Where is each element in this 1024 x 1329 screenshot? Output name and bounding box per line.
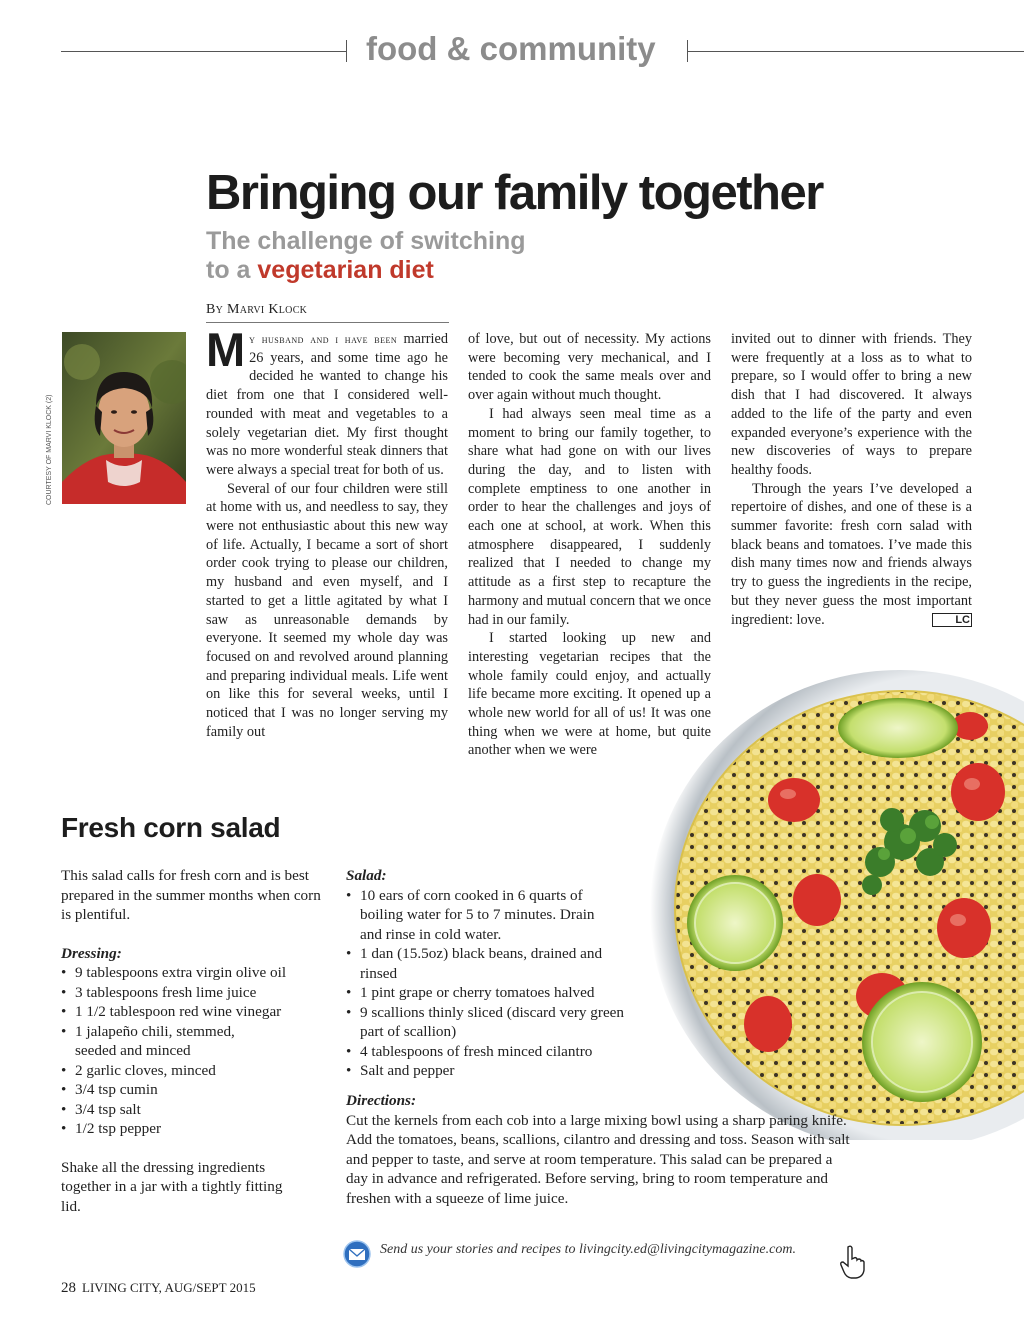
- recipe-intro: This salad calls for fresh corn and is best prepared in the summer months when corn is plentiful.: [61, 867, 321, 923]
- page-number: 28: [61, 1280, 76, 1296]
- header-rule-cap-left: [346, 40, 347, 62]
- dressing-item: • 1/2 tsp pepper: [61, 1119, 321, 1139]
- envelope-icon[interactable]: [343, 1240, 371, 1268]
- header-rule-right: [687, 51, 1024, 52]
- dressing-item: • 3 tablespoons fresh lime juice: [61, 983, 321, 1003]
- directions-heading: Directions:: [346, 1092, 417, 1109]
- article-paragraph: [206, 323, 448, 480]
- salad-bowl-image: [640, 640, 1024, 1140]
- salad-item: • 1 dan (15.5oz) black beans, drained and rinsed: [346, 944, 620, 983]
- recipe-title: Fresh corn salad: [61, 812, 281, 843]
- subhead-line-1: The challenge of switching: [206, 227, 526, 255]
- dressing-item: • 3/4 tsp cumin: [61, 1080, 321, 1100]
- salad-item: • 1 pint grape or cherry tomatoes halved: [346, 983, 646, 1003]
- recipe-left-column: [61, 866, 321, 1216]
- pointer-hand-icon: [838, 1244, 868, 1280]
- opening-text: married 26 years, and some time ago he decided he wanted to change his diet from one that I considered well-rounded with meat and vegetables to a solely vegetarian diet. My first thought was no more wonderful steak dinners that were always a special treat for both of us.: [206, 331, 448, 478]
- article-headline: Bringing our family together: [206, 166, 823, 220]
- dressing-item: • 1 jalapeño chili, stemmed, seeded and minced: [61, 1022, 255, 1061]
- header-rule-left: [61, 51, 347, 52]
- salad-item: • 10 ears of corn cooked in 6 quarts of boiling water for 5 to 7 minutes. Drain and rinse in cold water.: [346, 886, 600, 945]
- article-paragraph: invited out to dinner with friends. They were frequently at a loss as to what to prepare, so I would offer to bring a new dish that I had discovered. It always added to the life of the party and even expanded everyone’s experience with the new discoveries of ways to prepare healthy foods.: [731, 331, 972, 478]
- drop-cap: M: [206, 323, 246, 376]
- end-mark-logo: LC: [932, 613, 972, 627]
- publication-name: LIVING CITY, AUG/SEPT 2015: [82, 1280, 256, 1295]
- article-subhead: [206, 227, 525, 285]
- photo-credit: COURTESY OF MARVI KLOCK (2): [46, 394, 53, 505]
- salad-list: [346, 886, 646, 1081]
- contact-line[interactable]: Send us your stories and recipes to livingcity.ed@livingcitymagazine.com.: [380, 1242, 796, 1257]
- dressing-item: • 1 1/2 tablespoon red wine vinegar: [61, 1002, 321, 1022]
- salad-item: • 4 tablespoons of fresh minced cilantro: [346, 1042, 646, 1062]
- article-paragraph: [731, 480, 972, 630]
- salad-heading: Salad:: [346, 867, 387, 884]
- article-column-3: [731, 330, 972, 629]
- subhead-highlight: vegetarian diet: [257, 256, 434, 284]
- byline: By Marvi Klock: [206, 302, 308, 317]
- subhead-prefix: to a: [206, 256, 258, 284]
- dressing-item: • 2 garlic cloves, minced: [61, 1061, 321, 1081]
- section-title: food & community: [366, 30, 656, 67]
- dressing-item: • 9 tablespoons extra virgin olive oil: [61, 963, 321, 983]
- directions-block: [346, 1091, 851, 1208]
- article-paragraph: Several of our four children were still at home with us, and needless to say, they were not enthusiastic about this new way of life. Actually, I became a sort of short order cook trying to please our children, my husband and even myself, and I started to get a little agitated by what I saw as unreasonable demands by everyone. It seemed my whole day was focused on and revolved around planning and preparing individual meals. Life went on like this for several weeks, until I noticed that I was no longer serving my family out: [206, 480, 448, 740]
- recipe-right-column: [346, 866, 646, 1081]
- directions-text: Cut the kernels from each cob into a large mixing bowl using a sharp paring knife. Add the tomatoes, beans, scallions, cilantro and dressing and toss. Season with salt and pepper to taste, and serve at room temperature. This salad can be prepared a day in advance and refrigerated. Before serving, bring to room temperature and freshen with a squeeze of lime juice.: [346, 1111, 850, 1207]
- dressing-list: [61, 963, 321, 1139]
- subhead-line-2: [206, 256, 525, 285]
- article-paragraph: I started looking up new and interesting vegetarian recipes that the whole family could enjoy, and actually life became more exciting. It opened up a whole new world for all of us! It was one thing when we were at home, but quite another when we were: [468, 630, 711, 759]
- opening-smallcaps: y husband and i have been: [249, 332, 398, 346]
- author-photo: [62, 332, 186, 504]
- article-paragraph: I had always seen meal time as a moment to bring our family together, to share what had gone on with our lives during the day, and to listen with complete emptiness to one another in order to hear the challenges and joys of each one at school, at work. When this atmosphere disappeared, I suddenly realized that I needed to change my attitude as a first step to recapture the harmony and mutual concern that we once had in our family.: [468, 405, 711, 628]
- salad-item: • 9 scallions thinly sliced (discard very green part of scallion): [346, 1003, 646, 1042]
- salad-item: • Salt and pepper: [346, 1061, 646, 1081]
- closing-text: Through the years I’ve developed a repertoire of dishes, and one of these is a summer favorite: fresh corn salad with black beans and tomatoes. I’ve made this dish many times now and friends always try to guess the ingredients in the recipe, but they never guess the most important ingredient: love.: [731, 480, 972, 628]
- dressing-note: Shake all the dressing ingredients together in a jar with a tightly fitting lid.: [61, 1158, 283, 1215]
- dressing-heading: Dressing:: [61, 944, 122, 962]
- dressing-item: • 3/4 tsp salt: [61, 1100, 321, 1120]
- article-paragraph: of love, but out of necessity. My actions were becoming very mechanical, and I tended to cook the same meals over and over again without much thought.: [468, 331, 711, 404]
- article-column-1: [206, 323, 448, 741]
- author-portrait-image: [62, 332, 186, 504]
- page-footer: [61, 1280, 256, 1297]
